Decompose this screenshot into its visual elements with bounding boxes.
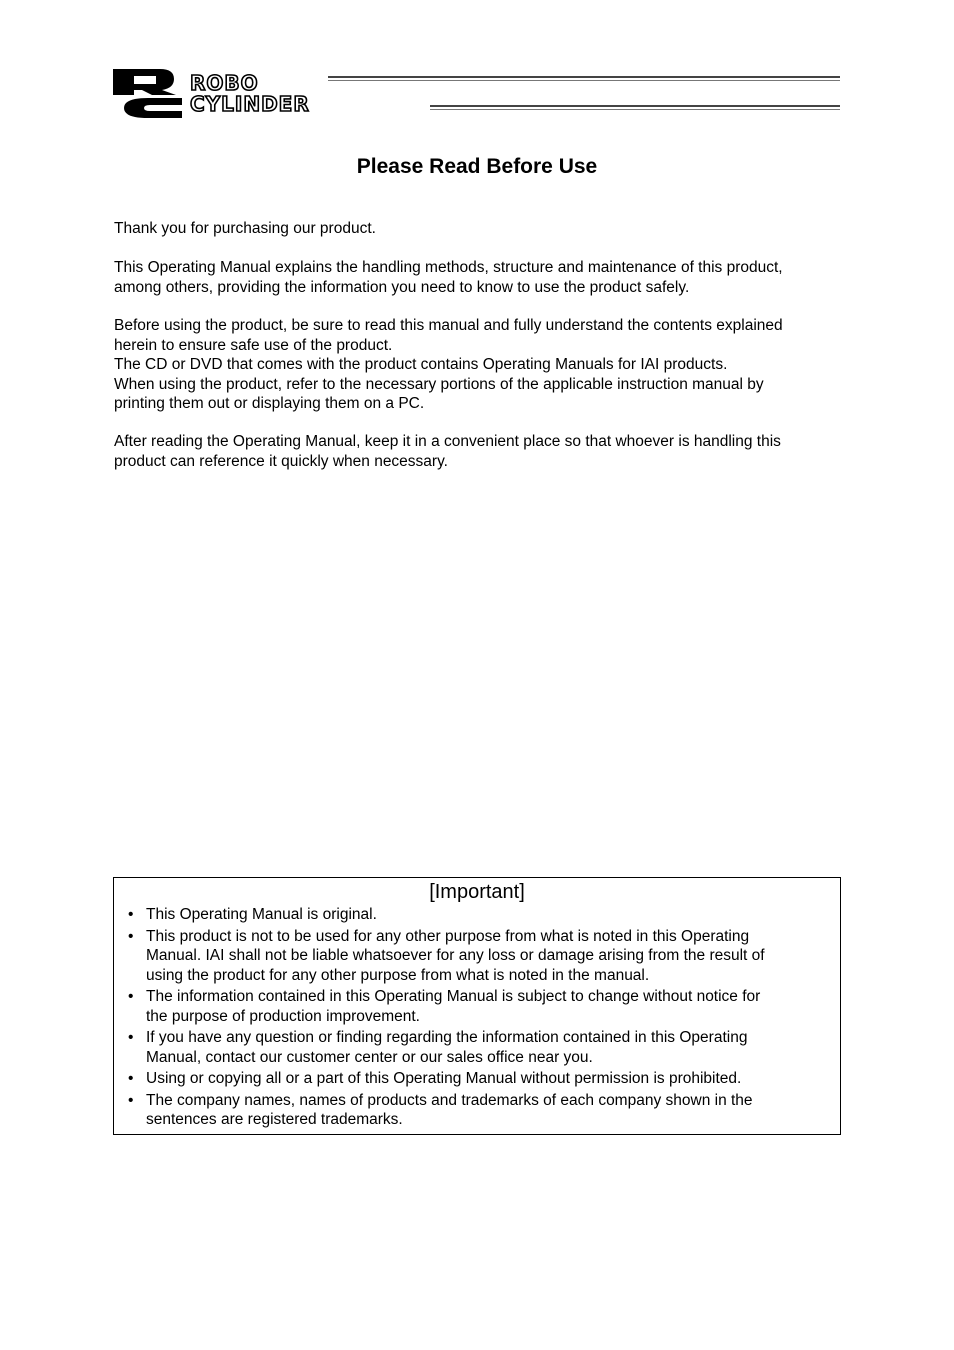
text-line: The CD or DVD that comes with the product contains Operating Manuals for IAI products.: [114, 356, 728, 373]
text-line: Using or copying all or a part of this Operating Manual without permission is prohibited.: [146, 1070, 742, 1087]
list-item: [114, 1028, 840, 1067]
text-line: sentences are registered trademarks.: [146, 1111, 403, 1128]
bullet-icon: •: [128, 988, 134, 1005]
bullet-icon: •: [128, 927, 134, 945]
text-line: If you have any question or finding regarding the information contained in this Operating: [146, 1029, 748, 1046]
header-rule-bottom: [430, 105, 840, 107]
logo-word-robo: ROBO: [190, 71, 259, 95]
list-item: [114, 1091, 840, 1130]
text-line: product can reference it quickly when necessary.: [114, 452, 448, 470]
page-title: Please Read Before Use: [356, 155, 598, 178]
list-item: [114, 987, 840, 1026]
header-rule-bottom-thin: [430, 109, 840, 110]
bullet-icon: •: [128, 1091, 134, 1109]
text-line: This Operating Manual is original.: [146, 906, 377, 923]
page-header: [112, 68, 842, 120]
text-line: printing them out or displaying them on a PC.: [114, 395, 425, 412]
bullet-icon: •: [128, 906, 134, 923]
list-item: [114, 905, 840, 925]
rc-logo-mark: [112, 68, 184, 118]
header-rule-top: [328, 76, 840, 78]
text-line: herein to ensure safe use of the product.: [114, 336, 393, 354]
text-line: among others, providing the information you need to know to use the product safely.: [114, 278, 690, 296]
text-line: The information contained in this Operating Manual is subject to change without notice for: [146, 988, 761, 1005]
text-line: Before using the product, be sure to read this manual and fully understand the contents explained: [114, 317, 783, 334]
logo-word-cylinder: CYLINDER: [190, 92, 310, 116]
bullet-icon: •: [128, 1070, 134, 1087]
header-rule-top-thin: [328, 80, 840, 81]
text-line: Thank you for purchasing our product.: [114, 220, 376, 237]
paragraph-after-reading: [114, 432, 844, 471]
text-line: using the product for any other purpose from what is noted in the manual.: [146, 966, 650, 984]
important-title: [Important]: [429, 881, 525, 903]
list-item: [114, 927, 840, 986]
important-list: [114, 905, 840, 1132]
text-line: The company names, names of products and trademarks of each company shown in the: [146, 1091, 753, 1109]
text-line: This Operating Manual explains the handling methods, structure and maintenance of this product,: [114, 259, 783, 276]
paragraph-thanks: [114, 219, 844, 239]
paragraph-before-use: [114, 316, 844, 414]
text-line: the purpose of production improvement.: [146, 1007, 420, 1025]
bullet-icon: •: [128, 1029, 134, 1046]
text-line: After reading the Operating Manual, keep it in a convenient place so that whoever is handling this: [114, 433, 781, 450]
text-line: When using the product, refer to the necessary portions of the applicable instruction manual by: [114, 375, 764, 393]
text-line: This product is not to be used for any other purpose from what is noted in this Operating: [146, 927, 750, 945]
text-line: Manual, contact our customer center or our sales office near you.: [146, 1048, 593, 1066]
paragraph-manual-purpose: [114, 258, 844, 297]
text-line: Manual. IAI shall not be liable whatsoever for any loss or damage arising from the result of: [146, 947, 765, 964]
list-item: [114, 1069, 840, 1089]
important-notice-box: [113, 877, 841, 1135]
